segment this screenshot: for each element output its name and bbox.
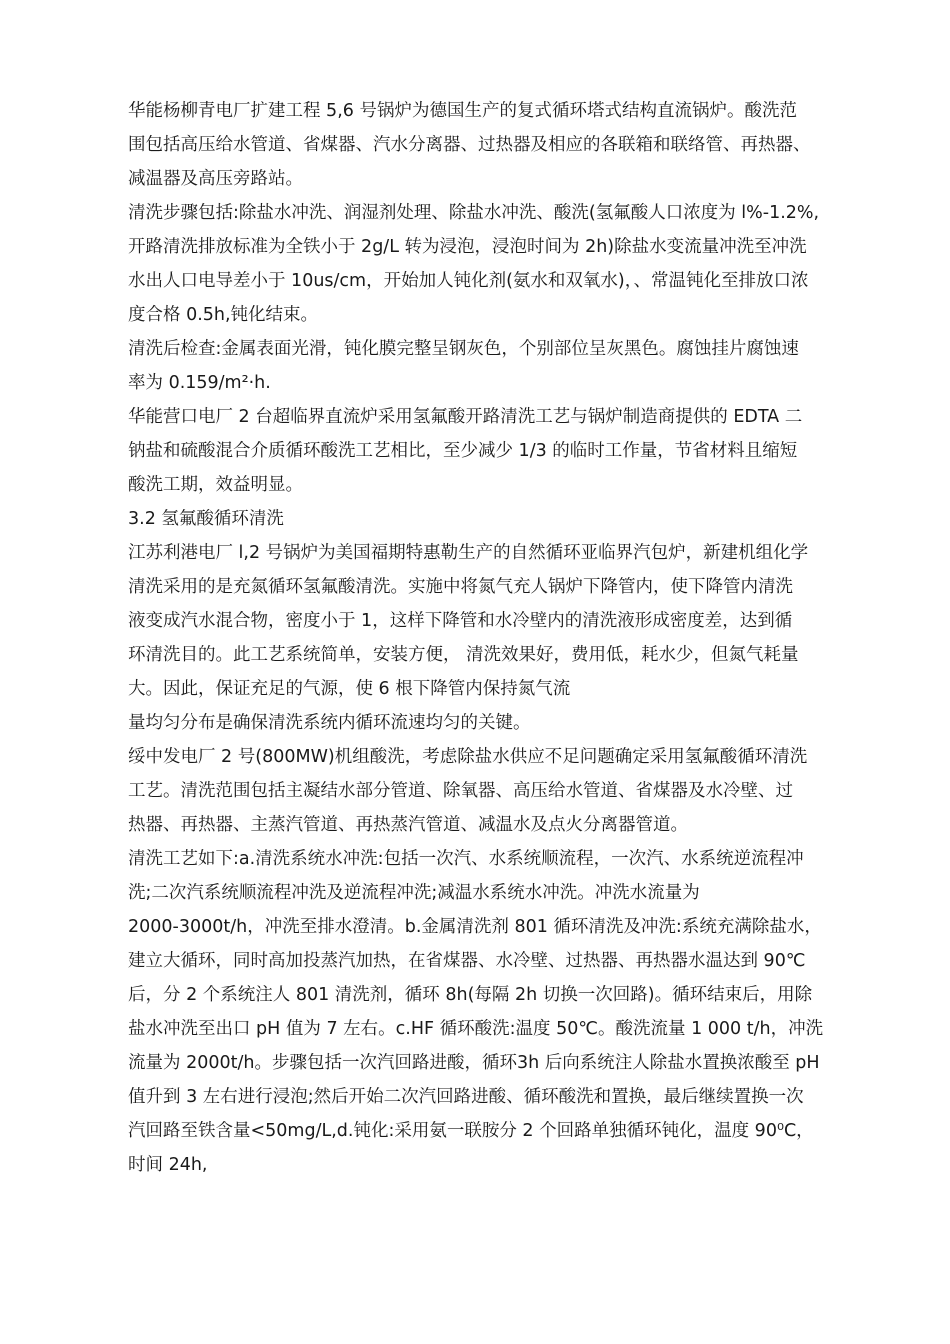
- text-line: 量均匀分布是确保清洗系统内循环流速均匀的关键。: [128, 713, 531, 733]
- text-line: 大。因此，保证充足的气源，使 6 根下降管内保持氮气流: [128, 679, 571, 699]
- text-line: 盐水冲洗至出口 pH 值为 7 左右。c.HF 循环酸洗:温度 50℃。酸洗流量 1 000 t/h，冲洗: [128, 1019, 824, 1039]
- text-line: 清洗采用的是充氮循环氢氟酸清洗。实施中将氮气充人锅炉下降管内，使下降管内清洗: [128, 577, 793, 597]
- text-line: 华能营口电厂 2 台超临界直流炉采用氢氟酸开路清洗工艺与锅炉制造商提供的 EDTA 二: [128, 407, 803, 427]
- text-line: 钠盐和硫酸混合介质循环酸洗工艺相比，至少减少 1/3 的临时工作量，节省材料且缩短: [128, 441, 798, 461]
- text-line: 清洗后检查:金属表面光滑，钝化膜完整呈钢灰色，个别部位呈灰黑色。腐蚀挂片腐蚀速: [128, 339, 799, 359]
- text-line: 建立大循环，同时高加投蒸汽加热，在省煤器、水冷壁、过热器、再热器水温达到 90℃: [128, 951, 806, 971]
- text-line: 工艺。清洗范围包括主凝结水部分管道、除氧器、高压给水管道、省煤器及水冷壁、过: [128, 781, 793, 801]
- text-line: 开路清洗排放标准为全铁小于 2g/L 转为浸泡，浸泡时间为 2h)除盐水变流量冲洗至冲洗: [128, 237, 807, 257]
- text-line: 后，分 2 个系统注人 801 清洗剂，循环 8h(每隔 2h 切换一次回路)。循环结束后，用除: [128, 985, 813, 1005]
- text-line: 酸洗工期，效益明显。: [128, 475, 303, 495]
- text-line: 流量为 2000t/h。步骤包括一次汽回路进酸，循环3h 后向系统注人除盐水置换浓酸至 pH: [128, 1053, 820, 1073]
- section-heading: 3.2 氢氟酸循环清洗: [128, 509, 284, 529]
- text-line: 率为 0.159/m²·h.: [128, 373, 271, 393]
- text-line: 洗;二次汽系统顺流程冲洗及逆流程冲洗;减温水系统水冲洗。冲洗水流量为: [128, 883, 700, 903]
- text-line: 围包括高压给水管道、省煤器、汽水分离器、过热器及相应的各联箱和联络管、再热器、: [128, 135, 811, 155]
- text-line: 时间 24h,: [128, 1155, 208, 1175]
- text-line: 2000-3000t/h，冲洗至排水澄清。b.金属清洗剂 801 循环清洗及冲洗:系统充满除盐水，: [128, 917, 822, 937]
- text-line: 华能杨柳青电厂扩建工程 5,6 号锅炉为德国生产的复式循环塔式结构直流锅炉。酸洗范: [128, 101, 797, 121]
- text-line: 绥中发电厂 2 号(800MW)机组酸洗，考虑除盐水供应不足问题确定采用氢氟酸循环清洗: [128, 747, 808, 767]
- text-line: 汽回路至铁含量<50mg/L,d.钝化:采用氨一联胺分 2 个回路单独循环钝化，温度 90⁰C，: [128, 1121, 814, 1141]
- text-line: 度合格 0.5h,钝化结束。: [128, 305, 319, 325]
- text-line: 液变成汽水混合物，密度小于 1，这样下降管和水冷壁内的清洗液形成密度差，达到循: [128, 611, 793, 631]
- text-line: 值升到 3 左右进行浸泡;然后开始二次汽回路进酸、循环酸洗和置换，最后继续置换一次: [128, 1087, 804, 1107]
- text-line: 清洗工艺如下:a.清洗系统水冲洗:包括一次汽、水系统顺流程，一次汽、水系统逆流程冲: [128, 849, 804, 869]
- text-line: 江苏利港电厂 l,2 号锅炉为美国福期特惠勒生产的自然循环亚临界汽包炉，新建机组化学: [128, 543, 809, 563]
- text-line: 清洗步骤包括:除盐水冲洗、润湿剂处理、除盐水冲洗、酸洗(氢氟酸人口浓度为 l%-1.2%,: [128, 203, 820, 223]
- text-line: 水出人口电导差小于 10us/cm，开始加人钝化剂(氨水和双氧水)，、常温钝化至排放口浓: [128, 271, 809, 291]
- text-line: 减温器及高压旁路站。: [128, 169, 303, 189]
- text-line: 热器、再热器、主蒸汽管道、再热蒸汽管道、减温水及点火分离器管道。: [128, 815, 688, 835]
- text-line: 环清洗目的。此工艺系统简单，安装方便， 清洗效果好，费用低，耗水少，但氮气耗量: [128, 645, 799, 665]
- body-text: [128, 94, 868, 1182]
